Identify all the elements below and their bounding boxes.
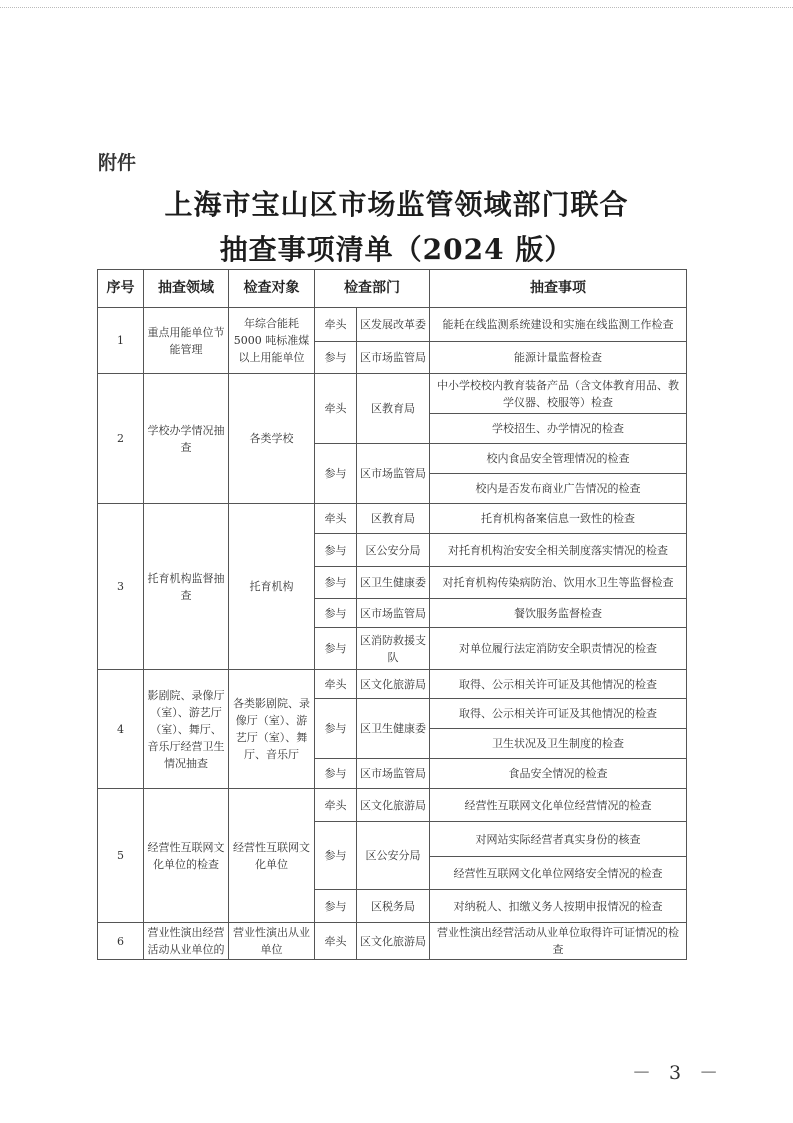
inspection-target: 经营性互联网文化单位	[229, 789, 315, 923]
inspection-item: 营业性演出经营活动从业单位取得许可证情况的检查	[430, 923, 687, 960]
dept-name: 区文化旅游局	[357, 789, 430, 822]
inspection-item: 对网站实际经营者真实身份的核查	[430, 822, 687, 857]
inspection-item: 对托育机构治安安全相关制度落实情况的检查	[430, 534, 687, 567]
row-number: 6	[98, 923, 144, 960]
document-title-line-1: 上海市宝山区市场监管领域部门联合	[164, 188, 629, 221]
table-row	[98, 308, 687, 342]
inspection-area: 影剧院、录像厅（室）、游艺厅（室）、舞厅、音乐厅经营卫生情况抽查	[144, 670, 229, 789]
table-header-row	[98, 270, 687, 308]
document-title-line-2: 抽查事项清单（2024 版）	[219, 233, 574, 266]
header-cell: 序号	[98, 270, 144, 308]
inspection-item: 食品安全情况的检查	[430, 759, 687, 789]
inspection-target: 各类学校	[229, 374, 315, 504]
dept-role: 牵头	[315, 670, 357, 699]
dept-role: 牵头	[315, 789, 357, 822]
dept-role: 参与	[315, 567, 357, 599]
inspection-item: 能耗在线监测系统建设和实施在线监测工作检查	[430, 308, 687, 342]
dept-role: 参与	[315, 699, 357, 759]
row-number: 2	[98, 374, 144, 504]
inspection-item: 取得、公示相关许可证及其他情况的检查	[430, 670, 687, 699]
dept-name: 区卫生健康委	[357, 699, 430, 759]
dept-name: 区市场监管局	[357, 444, 430, 504]
dept-name: 区公安分局	[357, 534, 430, 567]
dept-role: 牵头	[315, 374, 357, 444]
inspection-item: 卫生状况及卫生制度的检查	[430, 729, 687, 759]
dept-name: 区市场监管局	[357, 759, 430, 789]
table-row	[98, 923, 687, 960]
dept-role: 牵头	[315, 923, 357, 960]
table-row	[98, 670, 687, 699]
dept-role: 参与	[315, 890, 357, 923]
dept-role: 参与	[315, 342, 357, 374]
dept-name: 区文化旅游局	[357, 923, 430, 960]
inspection-item: 餐饮服务监督检查	[430, 599, 687, 628]
inspection-target: 营业性演出从业单位	[229, 923, 315, 960]
header-cell: 检查部门	[315, 270, 430, 308]
inspection-item: 对单位履行法定消防安全职责情况的检查	[430, 628, 687, 670]
dept-name: 区发展改革委	[357, 308, 430, 342]
dept-name: 区公安分局	[357, 822, 430, 890]
inspection-area: 重点用能单位节能管理	[144, 308, 229, 374]
inspection-target: 托育机构	[229, 504, 315, 670]
dept-name: 区税务局	[357, 890, 430, 923]
row-number: 1	[98, 308, 144, 374]
dept-name: 区市场监管局	[357, 599, 430, 628]
dept-name: 区卫生健康委	[357, 567, 430, 599]
inspection-area: 经营性互联网文化单位的检查	[144, 789, 229, 923]
inspection-area: 学校办学情况抽查	[144, 374, 229, 504]
dept-name: 区教育局	[357, 504, 430, 534]
dept-name: 区教育局	[357, 374, 430, 444]
top-scan-edge	[0, 7, 793, 8]
dept-name: 区市场监管局	[357, 342, 430, 374]
dept-role: 参与	[315, 759, 357, 789]
table-row	[98, 504, 687, 534]
row-number: 4	[98, 670, 144, 789]
dept-role: 参与	[315, 534, 357, 567]
inspection-item: 经营性互联网文化单位经营情况的检查	[430, 789, 687, 822]
inspection-item: 托育机构备案信息一致性的检查	[430, 504, 687, 534]
inspection-area: 营业性演出经营活动从业单位的	[144, 923, 229, 960]
dept-role: 参与	[315, 628, 357, 670]
inspection-item: 对纳税人、扣缴义务人按期申报情况的检查	[430, 890, 687, 923]
row-number: 3	[98, 504, 144, 670]
inspection-item: 对托育机构传染病防治、饮用水卫生等监督检查	[430, 567, 687, 599]
inspection-item: 校内食品安全管理情况的检查	[430, 444, 687, 474]
inspection-target: 年综合能耗 5000 吨标准煤以上用能单位	[229, 308, 315, 374]
dept-role: 牵头	[315, 504, 357, 534]
inspection-items-table	[97, 269, 687, 960]
inspection-item: 取得、公示相关许可证及其他情况的检查	[430, 699, 687, 729]
inspection-item: 学校招生、办学情况的检查	[430, 414, 687, 444]
table-row	[98, 374, 687, 414]
inspection-target: 各类影剧院、录像厅（室）、游艺厅（室）、舞厅、音乐厅	[229, 670, 315, 789]
inspection-item: 中小学校校内教育装备产品（含文体教育用品、教学仪器、校服等）检查	[430, 374, 687, 414]
dept-role: 牵头	[315, 308, 357, 342]
table-row	[98, 789, 687, 822]
dept-role: 参与	[315, 444, 357, 504]
dept-role: 参与	[315, 599, 357, 628]
header-cell: 抽查事项	[430, 270, 687, 308]
page-number: － 3 －	[632, 1062, 725, 1084]
row-number: 5	[98, 789, 144, 923]
inspection-item: 校内是否发布商业广告情况的检查	[430, 474, 687, 504]
header-cell: 抽查领域	[144, 270, 229, 308]
dept-name: 区消防救援支队	[357, 628, 430, 670]
inspection-area: 托育机构监督抽查	[144, 504, 229, 670]
header-cell: 检查对象	[229, 270, 315, 308]
attachment-label: 附件	[98, 152, 137, 174]
inspection-item: 经营性互联网文化单位网络安全情况的检查	[430, 857, 687, 890]
dept-role: 参与	[315, 822, 357, 890]
inspection-item: 能源计量监督检查	[430, 342, 687, 374]
dept-name: 区文化旅游局	[357, 670, 430, 699]
